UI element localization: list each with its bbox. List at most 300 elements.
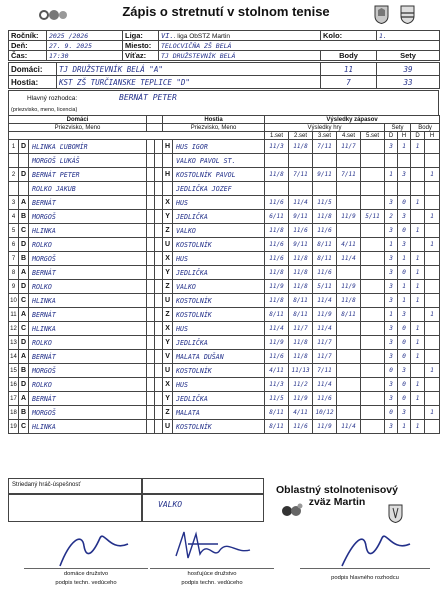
set2-score: 8/11 xyxy=(289,308,313,322)
away-player-code: U xyxy=(163,294,173,308)
gap-cell xyxy=(147,266,155,280)
points-home: 1 xyxy=(411,336,425,350)
home-player-code: A xyxy=(19,308,29,322)
col-set4: 4.set xyxy=(337,132,361,140)
set3-score: 11/7 xyxy=(313,336,337,350)
sig-line-away xyxy=(150,568,274,569)
away-player-name: VALKO xyxy=(173,224,265,238)
table-row xyxy=(9,280,440,294)
away-player-code: H xyxy=(163,140,173,154)
home-player-name: BERNÁT xyxy=(29,350,147,364)
signature-icon xyxy=(320,510,430,570)
sets-home: 2 xyxy=(385,210,398,224)
sig-line-home xyxy=(24,568,148,569)
col-set2: 2.set xyxy=(289,132,313,140)
kolo-value: 1. xyxy=(377,31,440,41)
match-number: 5 xyxy=(9,224,19,238)
table-row xyxy=(9,238,440,252)
set2-score: 11/2 xyxy=(289,378,313,392)
gap-cell xyxy=(147,252,155,266)
home-player-code: A xyxy=(19,196,29,210)
set1-score xyxy=(265,154,289,168)
hostia-sety: 33 xyxy=(377,76,440,89)
points-away xyxy=(425,182,440,196)
away-player-code: U xyxy=(163,364,173,378)
set4-score: 11/4 xyxy=(337,252,361,266)
home-player-code: D xyxy=(19,336,29,350)
match-number: 12 xyxy=(9,322,19,336)
away-player-code: X xyxy=(163,378,173,392)
liga-label-text: Liga: xyxy=(125,31,143,40)
away-player-name: VALKO PAVOL ST. xyxy=(173,154,265,168)
col-sety-h: H xyxy=(398,132,411,140)
set5-score xyxy=(361,350,385,364)
substitute-label: Striedaný hráč-úspešnosť xyxy=(12,482,81,488)
points-home: 1 xyxy=(411,196,425,210)
set3-score: 11/4 xyxy=(313,322,337,336)
set2-score: 11/8 xyxy=(289,350,313,364)
match-number: 4 xyxy=(9,210,19,224)
points-home xyxy=(411,168,425,182)
liga-value: VI. xyxy=(161,31,174,40)
match-number: 17 xyxy=(9,392,19,406)
sets-away: 3 xyxy=(398,406,411,420)
table-row xyxy=(9,182,440,196)
gap-cell xyxy=(147,224,155,238)
points-away: 1 xyxy=(425,406,440,420)
gap-cell xyxy=(147,154,155,168)
set5-score xyxy=(361,196,385,210)
hostia-team-name: KST ZŠ TURČIANSKE TEPLICE "D" xyxy=(57,76,321,89)
sets-home: 3 xyxy=(385,252,398,266)
set2-score: 11/8 xyxy=(289,336,313,350)
substitute-home-box xyxy=(8,478,142,494)
set4-score: 11/4 xyxy=(337,420,361,434)
home-player-name: MORGOŠ LUKÁŠ xyxy=(29,154,147,168)
home-player-code: B xyxy=(19,210,29,224)
home-player-name: ROLKO xyxy=(29,336,147,350)
hostia-label: Hostia: xyxy=(9,76,57,89)
set4-score xyxy=(337,406,361,420)
set5-score xyxy=(361,336,385,350)
body-label: Body xyxy=(321,51,377,61)
set1-score: 11/4 xyxy=(265,322,289,336)
home-player-name: HLINKA xyxy=(29,294,147,308)
set1-score xyxy=(265,182,289,196)
sets-away: 3 xyxy=(398,364,411,378)
points-away xyxy=(425,392,440,406)
match-results-table xyxy=(8,115,440,434)
sety-label: Sety xyxy=(377,51,440,61)
set5-score xyxy=(361,182,385,196)
sig-away-caption2: podpis techn. vedúceho xyxy=(181,580,243,586)
away-player-code: Y xyxy=(163,392,173,406)
rocnik-label: Ročník: xyxy=(9,31,47,41)
table-row xyxy=(9,266,440,280)
set2-score: 8/11 xyxy=(289,294,313,308)
set4-score xyxy=(337,336,361,350)
table-row xyxy=(9,420,440,434)
home-player-code: A xyxy=(19,266,29,280)
sets-away: 3 xyxy=(398,210,411,224)
home-player-name: MORGOŠ xyxy=(29,406,147,420)
sets-away xyxy=(398,154,411,168)
kolo-label: Kolo: xyxy=(321,31,377,41)
points-home: 1 xyxy=(411,140,425,154)
points-home: 1 xyxy=(411,322,425,336)
set4-score: 4/11 xyxy=(337,238,361,252)
sets-away: 0 xyxy=(398,392,411,406)
set2-score: 4/11 xyxy=(289,406,313,420)
col-set1: 1.set xyxy=(265,132,289,140)
set4-score: 11/9 xyxy=(337,210,361,224)
away-player-code: Z xyxy=(163,406,173,420)
sets-away: 3 xyxy=(398,238,411,252)
table-tennis-balls-icon xyxy=(281,502,303,518)
sets-away: 0 xyxy=(398,336,411,350)
gap-cell xyxy=(155,182,163,196)
cas-value: 17:30 xyxy=(47,51,123,61)
set3-score: 11/9 xyxy=(313,308,337,322)
set5-score xyxy=(361,406,385,420)
cas-label: Čas: xyxy=(9,51,47,61)
sets-home: 1 xyxy=(385,308,398,322)
col-sety: Sety xyxy=(385,124,411,132)
set5-score xyxy=(361,224,385,238)
col-vysledky-zapasov: Výsledky zápasov xyxy=(265,116,440,124)
set3-score: 11/4 xyxy=(313,378,337,392)
set5-score xyxy=(361,140,385,154)
set2-score: 11/8 xyxy=(289,252,313,266)
home-player-name: HLINKA ĽUBOMÍR xyxy=(29,140,147,154)
set3-score: 5/11 xyxy=(313,280,337,294)
set2-score: 11/8 xyxy=(289,280,313,294)
substitute-away-value: VALKO xyxy=(158,500,183,509)
table-tennis-association-logo xyxy=(38,8,68,22)
signature-icon xyxy=(158,510,268,570)
sets-away: 3 xyxy=(398,168,411,182)
vitaz-label: Víťaz: xyxy=(123,51,159,61)
liga-field xyxy=(159,31,321,41)
gap-cell xyxy=(155,196,163,210)
table-row xyxy=(9,140,440,154)
sets-home: 3 xyxy=(385,266,398,280)
col-body-d: D xyxy=(411,132,425,140)
set3-score: 11/6 xyxy=(313,224,337,238)
home-player-code: D xyxy=(19,378,29,392)
gap-cell xyxy=(155,252,163,266)
set5-score xyxy=(361,168,385,182)
away-player-code: Y xyxy=(163,210,173,224)
away-player-code: Y xyxy=(163,336,173,350)
set2-score: 11/9 xyxy=(289,392,313,406)
home-player-code xyxy=(19,182,29,196)
set1-score: 11/8 xyxy=(265,266,289,280)
match-number: 18 xyxy=(9,406,19,420)
table-row xyxy=(9,294,440,308)
sig-home-caption2: podpis techn. vedúceho xyxy=(55,580,117,586)
gap-cell xyxy=(155,308,163,322)
set5-score xyxy=(361,252,385,266)
sets-home: 3 xyxy=(385,224,398,238)
set3-score: 11/8 xyxy=(313,210,337,224)
away-player-code: H xyxy=(163,168,173,182)
points-away: 1 xyxy=(425,364,440,378)
set5-score xyxy=(361,238,385,252)
gap-cell xyxy=(155,280,163,294)
miesto-label: Miesto: xyxy=(123,41,159,51)
set5-score xyxy=(361,364,385,378)
points-home xyxy=(411,308,425,322)
table-row xyxy=(9,336,440,350)
away-player-name: JEDLIČKA xyxy=(173,336,265,350)
points-home: 1 xyxy=(411,266,425,280)
coat-of-arms-icon xyxy=(374,5,389,24)
sets-away: 1 xyxy=(398,252,411,266)
set4-score xyxy=(337,224,361,238)
set5-score: 5/11 xyxy=(361,210,385,224)
table-row xyxy=(9,406,440,420)
points-home xyxy=(411,364,425,378)
sets-away: 0 xyxy=(398,224,411,238)
set1-score: 11/9 xyxy=(265,336,289,350)
den-value: 27. 9. 2025 xyxy=(47,41,123,51)
liga-label xyxy=(123,31,159,41)
set1-score: 8/11 xyxy=(265,308,289,322)
home-player-name: BERNÁT xyxy=(29,308,147,322)
set2-score xyxy=(289,154,313,168)
set2-score: 11/7 xyxy=(289,322,313,336)
sets-home: 3 xyxy=(385,336,398,350)
match-number: 15 xyxy=(9,364,19,378)
sets-home xyxy=(385,182,398,196)
sets-home: 3 xyxy=(385,420,398,434)
set4-score xyxy=(337,182,361,196)
referee-sub-label: (priezvisko, meno, licencia) xyxy=(11,107,78,113)
set4-score xyxy=(337,378,361,392)
set4-score: 11/7 xyxy=(337,140,361,154)
set5-score xyxy=(361,378,385,392)
home-player-name: BERNÁT xyxy=(29,196,147,210)
set3-score: 8/11 xyxy=(313,238,337,252)
gap-cell xyxy=(147,294,155,308)
referee-section xyxy=(8,90,439,116)
match-rows xyxy=(9,140,440,434)
domaci-body: 11 xyxy=(321,63,377,76)
set3-score xyxy=(313,154,337,168)
set2-score xyxy=(289,182,313,196)
home-player-name: ROLKO xyxy=(29,378,147,392)
gap-cell xyxy=(155,406,163,420)
set5-score xyxy=(361,266,385,280)
signature-icon xyxy=(40,510,150,570)
home-player-name: MORGOŠ xyxy=(29,210,147,224)
points-away xyxy=(425,252,440,266)
set1-score: 11/3 xyxy=(265,140,289,154)
substitute-away-box xyxy=(142,478,264,494)
table-row xyxy=(9,196,440,210)
col-domaci: Domáci xyxy=(9,116,147,124)
domaci-sety: 39 xyxy=(377,63,440,76)
home-player-name: BERNÁT xyxy=(29,266,147,280)
sets-away: 0 xyxy=(398,322,411,336)
set1-score: 8/11 xyxy=(265,406,289,420)
points-away: 1 xyxy=(425,308,440,322)
points-away xyxy=(425,140,440,154)
table-row xyxy=(9,154,440,168)
set3-score: 11/5 xyxy=(313,196,337,210)
referee-label: Hlavný rozhodca: xyxy=(27,95,78,102)
gap-cell xyxy=(147,140,155,154)
gap-cell xyxy=(147,322,155,336)
gap-cell xyxy=(155,378,163,392)
sig-home-caption1: domáce družstvo xyxy=(63,571,109,577)
points-home: 1 xyxy=(411,294,425,308)
set5-score xyxy=(361,322,385,336)
gap-cell xyxy=(147,238,155,252)
gap-cell xyxy=(147,336,155,350)
match-number: 14 xyxy=(9,350,19,364)
away-player-code: Z xyxy=(163,224,173,238)
referee-value: BERNÁT PETER xyxy=(119,93,177,102)
sets-home: 0 xyxy=(385,406,398,420)
away-player-name: MALATA xyxy=(173,406,265,420)
home-player-code: A xyxy=(19,392,29,406)
points-away xyxy=(425,196,440,210)
sets-home: 3 xyxy=(385,294,398,308)
gap-cell xyxy=(155,322,163,336)
home-player-name: ROLKO xyxy=(29,238,147,252)
set4-score: 11/8 xyxy=(337,294,361,308)
set3-score: 11/9 xyxy=(313,420,337,434)
col-hostia-name: Priezvisko, Meno xyxy=(163,124,265,132)
away-player-code: Z xyxy=(163,308,173,322)
set2-score: 9/11 xyxy=(289,210,313,224)
sets-home: 3 xyxy=(385,378,398,392)
away-player-name: KOSTOLNÍK xyxy=(173,364,265,378)
sets-away: 0 xyxy=(398,350,411,364)
sets-home: 3 xyxy=(385,350,398,364)
home-player-code: C xyxy=(19,294,29,308)
points-home: 1 xyxy=(411,420,425,434)
away-player-name: MALATA DUŠAN xyxy=(173,350,265,364)
set4-score xyxy=(337,322,361,336)
home-player-code: D xyxy=(19,280,29,294)
sig-referee-caption: podpis hlavného rozhodcu xyxy=(331,575,399,581)
away-player-name: VALKO xyxy=(173,280,265,294)
set5-score xyxy=(361,154,385,168)
match-number: 6 xyxy=(9,238,19,252)
set3-score: 10/12 xyxy=(313,406,337,420)
home-player-name: BERNÁT xyxy=(29,392,147,406)
set4-score: 8/11 xyxy=(337,308,361,322)
home-player-code: C xyxy=(19,224,29,238)
points-home xyxy=(411,406,425,420)
set4-score xyxy=(337,196,361,210)
home-player-code: B xyxy=(19,252,29,266)
set4-score xyxy=(337,266,361,280)
match-number: 3 xyxy=(9,196,19,210)
away-player-code: U xyxy=(163,420,173,434)
set1-score: 11/6 xyxy=(265,196,289,210)
coat-of-arms-icon xyxy=(400,5,415,24)
gap-cell xyxy=(155,392,163,406)
table-row xyxy=(9,350,440,364)
away-player-name: HUS xyxy=(173,252,265,266)
set3-score: 8/11 xyxy=(313,252,337,266)
set1-score: 11/8 xyxy=(265,294,289,308)
sets-home: 3 xyxy=(385,322,398,336)
col-sety-d: D xyxy=(385,132,398,140)
set2-score: 9/11 xyxy=(289,238,313,252)
set2-score: 7/11 xyxy=(289,168,313,182)
points-away: 1 xyxy=(425,238,440,252)
sets-away: 0 xyxy=(398,378,411,392)
gap-cell xyxy=(147,182,155,196)
match-info-table xyxy=(8,30,440,61)
den-label: Deň: xyxy=(9,41,47,51)
match-number: 11 xyxy=(9,308,19,322)
points-away xyxy=(425,154,440,168)
col-gap xyxy=(147,116,163,124)
sets-home xyxy=(385,154,398,168)
match-number: 10 xyxy=(9,294,19,308)
points-home xyxy=(411,154,425,168)
table-row xyxy=(9,322,440,336)
set3-score: 9/11 xyxy=(313,168,337,182)
col-set3: 3.set xyxy=(313,132,337,140)
gap-cell xyxy=(155,224,163,238)
set1-score: 11/8 xyxy=(265,168,289,182)
gap-cell xyxy=(147,168,155,182)
away-player-name: JEDLIČKA xyxy=(173,392,265,406)
home-player-name: HLINKA xyxy=(29,224,147,238)
away-player-code: X xyxy=(163,196,173,210)
away-player-code: X xyxy=(163,322,173,336)
points-away xyxy=(425,280,440,294)
away-player-name: KOSTOLNÍK xyxy=(173,420,265,434)
col-body: Body xyxy=(411,124,440,132)
gap-cell xyxy=(155,420,163,434)
set3-score: 11/6 xyxy=(313,266,337,280)
sets-away: 0 xyxy=(398,196,411,210)
home-player-code: D xyxy=(19,168,29,182)
home-player-code: C xyxy=(19,420,29,434)
sets-away: 1 xyxy=(398,140,411,154)
set4-score xyxy=(337,364,361,378)
set4-score: 7/11 xyxy=(337,168,361,182)
set2-score: 11/6 xyxy=(289,224,313,238)
away-player-name: HUS xyxy=(173,378,265,392)
away-player-code: V xyxy=(163,350,173,364)
match-number: 1 xyxy=(9,140,19,154)
match-number: 19 xyxy=(9,420,19,434)
home-player-code: A xyxy=(19,350,29,364)
sets-away: 0 xyxy=(398,266,411,280)
gap-cell xyxy=(147,392,155,406)
points-away xyxy=(425,322,440,336)
sets-home: 0 xyxy=(385,364,398,378)
table-row xyxy=(9,308,440,322)
away-player-code: X xyxy=(163,252,173,266)
home-player-name: MORGOŠ xyxy=(29,364,147,378)
rocnik-value: 2025 /2026 xyxy=(47,31,123,41)
table-row xyxy=(9,378,440,392)
liga-suffix: . liga ObSTZ Martin xyxy=(173,32,231,40)
sets-home: 3 xyxy=(385,280,398,294)
gap-cell xyxy=(147,196,155,210)
points-away xyxy=(425,266,440,280)
